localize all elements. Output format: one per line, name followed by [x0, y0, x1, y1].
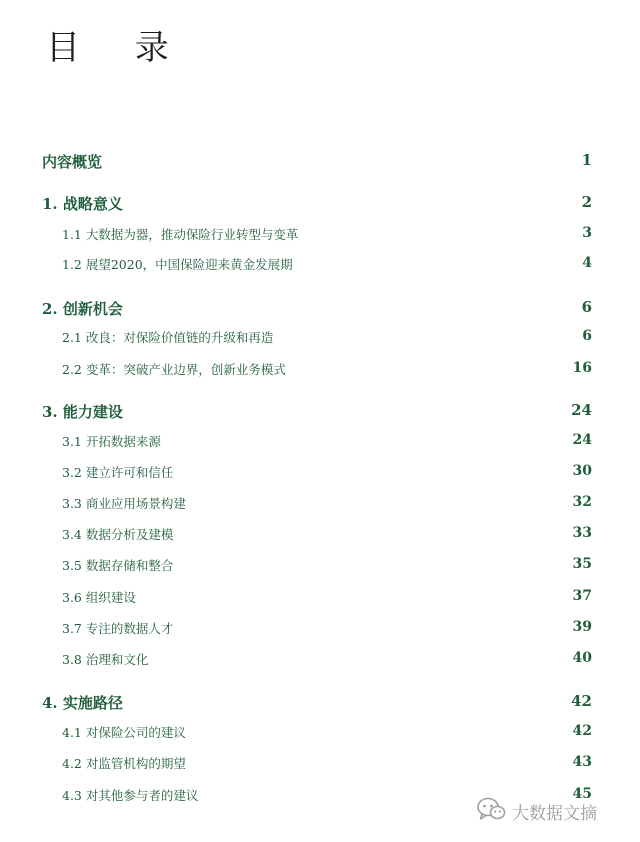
toc-section[interactable] [0, 193, 640, 217]
toc-page-number: 30 [572, 463, 592, 479]
watermark [476, 796, 597, 826]
toc-subsection[interactable] [0, 432, 640, 456]
toc-subsection[interactable] [0, 328, 640, 352]
toc-page-number: 6 [582, 328, 592, 344]
toc-entry-label: 3. 能力建设 [42, 403, 123, 421]
toc-subsection[interactable] [0, 494, 640, 518]
toc-subsection[interactable] [0, 360, 640, 384]
toc-subsection[interactable] [0, 225, 640, 249]
toc-page-number: 24 [572, 432, 592, 448]
toc-page-number: 32 [572, 494, 592, 510]
toc-subsection[interactable] [0, 525, 640, 549]
toc-page-number: 16 [572, 360, 592, 376]
toc-page-number: 37 [572, 588, 592, 604]
toc-entry-label: 4.2 对监管机构的期望 [62, 756, 186, 771]
toc-entry-label: 2.1 改良：对保险价值链的升级和再造 [62, 330, 274, 345]
toc-page-number: 1 [581, 151, 592, 169]
toc-page-number: 42 [571, 692, 592, 710]
toc-section[interactable] [0, 298, 640, 322]
page-title: 目 录 [46, 28, 191, 68]
toc-page-number: 35 [572, 556, 592, 572]
toc-entry-label: 3.6 组织建设 [62, 590, 136, 605]
toc-entry-label: 3.2 建立许可和信任 [62, 465, 174, 480]
toc-section[interactable] [0, 692, 640, 716]
toc-page-number: 3 [582, 225, 592, 241]
toc-page-number: 2 [581, 193, 592, 211]
toc-entry-label: 3.3 商业应用场景构建 [62, 496, 186, 511]
toc-page-number: 39 [572, 619, 592, 635]
wechat-icon [476, 796, 506, 827]
toc-subsection[interactable] [0, 619, 640, 643]
toc-entry-label: 1.2 展望2020，中国保险迎来黄金发展期 [62, 257, 293, 272]
toc-subsection[interactable] [0, 754, 640, 778]
toc-page-number: 24 [571, 401, 592, 419]
toc-entry-label: 3.1 开拓数据来源 [62, 434, 161, 449]
toc-subsection[interactable] [0, 588, 640, 612]
toc-subsection[interactable] [0, 650, 640, 674]
toc-entry-label: 4.3 对其他参与者的建议 [62, 788, 199, 803]
toc-page-number: 42 [572, 723, 592, 739]
toc-subsection[interactable] [0, 723, 640, 747]
toc-entry-label: 1. 战略意义 [42, 195, 123, 213]
toc-page-number: 6 [581, 298, 592, 316]
toc-entry-label: 1.1 大数据为器，推动保险行业转型与变革 [62, 227, 299, 242]
toc-entry-label: 3.7 专注的数据人才 [62, 621, 174, 636]
toc-entry-label: 3.4 数据分析及建模 [62, 527, 174, 542]
toc-page-number: 43 [572, 754, 592, 770]
toc-page-number: 4 [582, 255, 592, 271]
toc-entry-label: 内容概览 [42, 153, 103, 171]
watermark-text: 大数据文摘 [512, 803, 597, 824]
toc-entry-label: 2. 创新机会 [42, 300, 123, 318]
toc-subsection[interactable] [0, 255, 640, 279]
toc-subsection[interactable] [0, 556, 640, 580]
toc-section[interactable] [0, 151, 640, 175]
toc-page-number: 40 [572, 650, 592, 666]
toc-entry-label: 4.1 对保险公司的建议 [62, 725, 186, 740]
toc-section[interactable] [0, 401, 640, 425]
toc-entry-label: 2.2 变革：突破产业边界，创新业务模式 [62, 362, 286, 377]
toc-subsection[interactable] [0, 463, 640, 487]
toc-page-number: 45 [572, 786, 592, 802]
toc-entry-label: 3.8 治理和文化 [62, 652, 149, 667]
toc-entry-label: 3.5 数据存储和整合 [62, 558, 174, 573]
toc-entry-label: 4. 实施路径 [42, 694, 123, 712]
toc-page-number: 33 [572, 525, 592, 541]
